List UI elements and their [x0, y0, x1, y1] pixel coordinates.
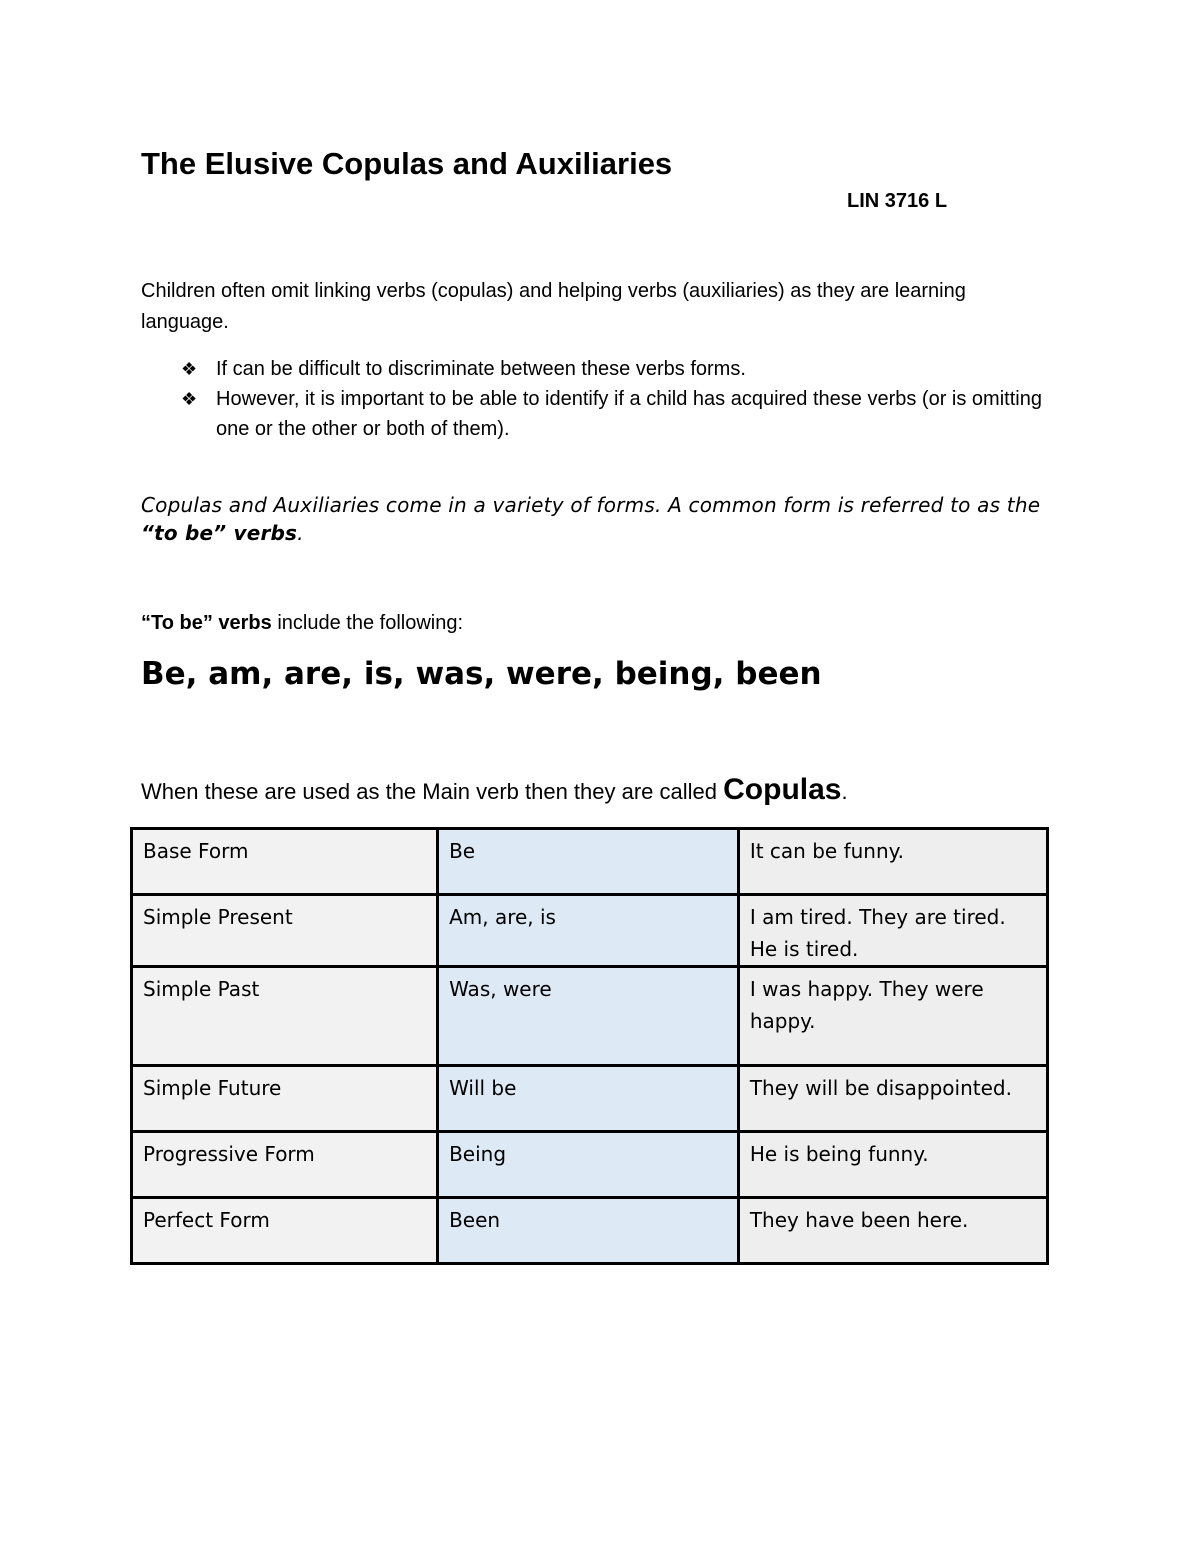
copulas-definition	[141, 773, 848, 807]
table-row	[132, 1198, 1048, 1264]
document-title: The Elusive Copulas and Auxiliaries	[141, 146, 673, 181]
to-be-rest: include the following:	[271, 612, 464, 634]
bullet-text: However, it is important to be able to identify if a child has acquired these verbs (or is omitting one or the other or both of them).	[216, 388, 1042, 440]
verb-forms-cell: Will be	[438, 1066, 739, 1132]
form-name-cell: Simple Present	[132, 895, 438, 967]
form-name-cell: Simple Future	[132, 1066, 438, 1132]
italic-note-end: .	[297, 521, 304, 545]
copulas-term: Copulas	[723, 773, 842, 806]
bullet-list	[181, 354, 1061, 444]
verb-forms-cell: Been	[438, 1198, 739, 1264]
form-name-cell: Progressive Form	[132, 1132, 438, 1198]
copulas-definition-text: When these are used as the Main verb then they are called	[141, 779, 724, 804]
to-be-bold: “To be” verbs	[141, 612, 272, 634]
form-name-cell: Perfect Form	[132, 1198, 438, 1264]
example-cell: They will be disappointed.	[738, 1066, 1047, 1132]
table-row	[132, 829, 1048, 895]
verb-forms-cell: Was, were	[438, 967, 739, 1066]
table-row	[132, 967, 1048, 1066]
to-be-forms-list: Be, am, are, is, was, were, being, been	[141, 656, 822, 692]
table-row	[132, 1066, 1048, 1132]
intro-paragraph: Children often omit linking verbs (copulas) and helping verbs (auxiliaries) as they are learning language.	[141, 280, 966, 333]
table-row	[132, 1132, 1048, 1198]
italic-note-bold: “to be” verbs	[141, 521, 298, 545]
verb-forms-cell: Am, are, is	[438, 895, 739, 967]
italic-note	[141, 491, 1051, 547]
verb-forms-cell: Being	[438, 1132, 739, 1198]
verb-forms-cell: Be	[438, 829, 739, 895]
form-name-cell: Simple Past	[132, 967, 438, 1066]
diamond-bullet-icon: ❖	[181, 389, 198, 409]
example-cell: He is being funny.	[738, 1132, 1047, 1198]
italic-note-text: Copulas and Auxiliaries come in a variety of forms. A common form is referred to as the	[141, 493, 1041, 517]
table-row	[132, 895, 1048, 967]
list-item	[181, 354, 1061, 384]
example-cell: It can be funny.	[738, 829, 1047, 895]
course-code: LIN 3716 L	[847, 190, 948, 212]
copulas-definition-end: .	[841, 779, 848, 804]
copula-forms-table	[130, 827, 1049, 1265]
form-name-cell: Base Form	[132, 829, 438, 895]
list-item	[181, 384, 1061, 444]
example-cell: I am tired. They are tired. He is tired.	[738, 895, 1047, 967]
example-cell: I was happy. They were happy.	[738, 967, 1047, 1066]
diamond-bullet-icon: ❖	[181, 359, 198, 379]
example-cell: They have been here.	[738, 1198, 1047, 1264]
bullet-text: If can be difficult to discriminate between these verbs forms.	[216, 358, 746, 380]
to-be-intro	[141, 612, 463, 635]
